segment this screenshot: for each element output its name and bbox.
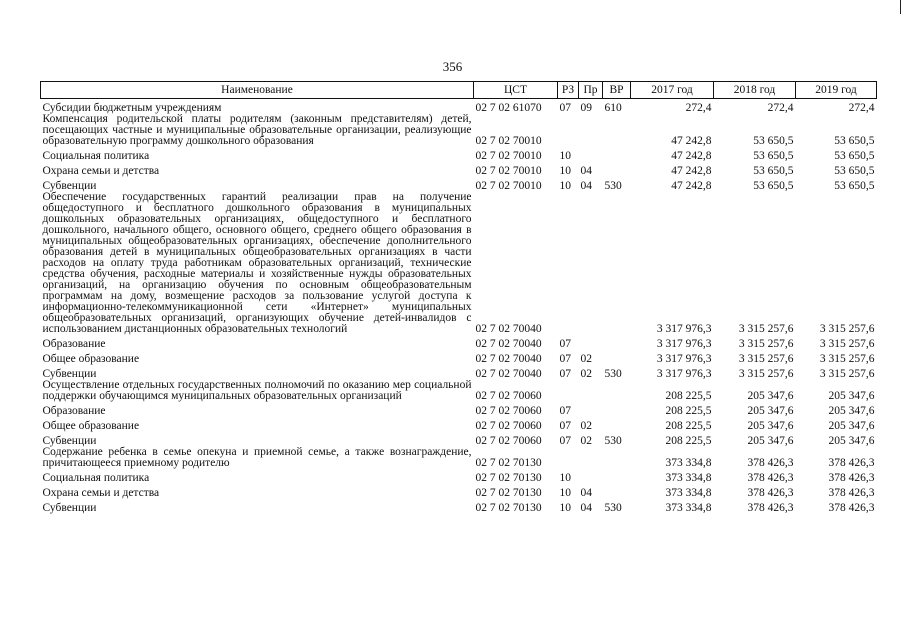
cell-name: Содержание ребенка в семье опекуна и приемной семье, а также вознаграждение, причитающееся приемному родителю: [42, 446, 472, 469]
budget-table: [40, 81, 877, 514]
table-row: [41, 350, 877, 365]
cell-2019: 272,4: [848, 102, 875, 114]
header-2018: 2018 год: [714, 82, 796, 99]
table-row: [41, 147, 877, 162]
cell-name: Субвенции: [42, 368, 97, 380]
cell-rz: 10: [559, 487, 571, 499]
cell-2017: 3 317 976,3: [656, 338, 712, 350]
table-row: [41, 114, 877, 147]
cell-rz: 07: [559, 435, 571, 447]
cell-2017: 47 242,8: [671, 180, 712, 192]
table-row: [41, 192, 877, 335]
cell-2017: 272,4: [685, 102, 712, 114]
header-pr: Пр: [579, 82, 603, 99]
cell-name: Осуществление отдельных государственных полномочий по оказанию мер социальной поддержки обучающимся муниципальных образовательных организаций: [42, 379, 472, 402]
cell-cst: 02 7 02 70040: [475, 353, 542, 365]
cell-name: Субвенции: [42, 502, 97, 514]
cell-2018: 53 650,5: [753, 135, 794, 147]
table-row: [41, 335, 877, 350]
page-number: 356: [442, 59, 463, 74]
cell-2018: 378 426,3: [747, 457, 794, 469]
cell-cst: 02 7 02 70130: [475, 502, 542, 514]
cell-cst: 02 7 02 70010: [475, 135, 542, 147]
cell-2018: 272,4: [767, 102, 794, 114]
cell-2018: 205 347,6: [747, 435, 794, 447]
page-edge-mark: [900, 0, 901, 14]
header-2017: 2017 год: [631, 82, 714, 99]
cell-rz: 07: [559, 420, 571, 432]
cell-2019: 3 315 257,6: [819, 323, 875, 335]
cell-2017: 3 317 976,3: [656, 353, 712, 365]
cell-name: Компенсация родительской платы родителям (законным представителям) детей, посещающих частные и муниципальные образовательные организации, реализующие образовательную программу дошкольного образования: [42, 113, 472, 147]
cell-2018: 3 315 257,6: [738, 368, 794, 380]
table-row: [41, 469, 877, 484]
cell-2017: 373 334,8: [665, 502, 712, 514]
cell-vr: [603, 469, 631, 484]
cell-2019: 378 426,3: [828, 502, 875, 514]
cell-pr: 09: [580, 102, 592, 114]
cell-2019: 53 650,5: [834, 150, 875, 162]
cell-2018: 53 650,5: [753, 150, 794, 162]
cell-rz: 10: [559, 472, 571, 484]
header-cst: ЦСТ: [474, 82, 558, 99]
cell-2017: 373 334,8: [665, 472, 712, 484]
cell-name: Образование: [42, 338, 106, 350]
cell-2017: 208 225,5: [665, 420, 712, 432]
cell-2018: 53 650,5: [753, 165, 794, 177]
cell-vr: 530: [604, 502, 622, 514]
table-row: [41, 484, 877, 499]
cell-cst: 02 7 02 70040: [475, 323, 542, 335]
cell-vr: [603, 335, 631, 350]
cell-rz: 07: [559, 102, 571, 114]
cell-vr: 610: [604, 102, 622, 114]
cell-2017: 47 242,8: [671, 150, 712, 162]
cell-2019: 205 347,6: [828, 390, 875, 402]
table-row: [41, 432, 877, 447]
cell-rz: 10: [559, 502, 571, 514]
cell-pr: [579, 469, 603, 484]
cell-name: Субвенции: [42, 180, 97, 192]
cell-2019: 378 426,3: [828, 487, 875, 499]
cell-2017: 208 225,5: [665, 390, 712, 402]
table-row: [41, 402, 877, 417]
cell-2019: 3 315 257,6: [819, 338, 875, 350]
cell-rz: 07: [559, 368, 571, 380]
cell-name: Общее образование: [42, 353, 140, 365]
table-row: [41, 499, 877, 514]
cell-2019: 3 315 257,6: [819, 368, 875, 380]
cell-vr: 530: [604, 180, 622, 192]
cell-rz: 07: [559, 405, 571, 417]
cell-cst: 02 7 02 61070: [475, 102, 542, 114]
header-name: Наименование: [41, 82, 474, 99]
cell-cst: 02 7 02 70040: [475, 368, 542, 380]
cell-2018: 53 650,5: [753, 180, 794, 192]
table-row: [41, 177, 877, 192]
cell-cst: 02 7 02 70060: [475, 420, 542, 432]
cell-2018: 378 426,3: [747, 472, 794, 484]
cell-cst: 02 7 02 70060: [475, 390, 542, 402]
header-row: [41, 82, 877, 99]
cell-pr: 04: [580, 487, 592, 499]
cell-2019: 378 426,3: [828, 457, 875, 469]
cell-cst: 02 7 02 70130: [475, 487, 542, 499]
cell-2019: 205 347,6: [828, 405, 875, 417]
cell-pr: [579, 192, 603, 335]
cell-pr: [579, 335, 603, 350]
table-row: [41, 365, 877, 380]
cell-vr: [603, 192, 631, 335]
cell-pr: 02: [580, 420, 592, 432]
header-2019: 2019 год: [796, 82, 877, 99]
cell-pr: 04: [580, 165, 592, 177]
cell-pr: 04: [580, 502, 592, 514]
cell-pr: 04: [580, 180, 592, 192]
cell-pr: [579, 380, 603, 402]
cell-2018: 378 426,3: [747, 487, 794, 499]
cell-name: Охрана семьи и детства: [42, 165, 160, 177]
cell-2019: 53 650,5: [834, 180, 875, 192]
cell-vr: [603, 147, 631, 162]
cell-2017: 47 242,8: [671, 135, 712, 147]
cell-rz: [558, 380, 579, 402]
cell-vr: [603, 402, 631, 417]
cell-name: Обеспечение государственных гарантий реализации прав на получение общедоступного и бесплатного дошкольного образования в муниципальных дошкольных образовательных организациях, общедоступного и бесплатного дошкольного, начального общего, основного общего, среднего общего образования в муниципальных общеобразовательных организациях, обеспечение дополнительного образования детей в муниципальных общеобразовательных организациях в части расходов на оплату труда работникам образовательных организаций, технические средства обучения, расходные материалы и хозяйственные нужды образовательных организаций, на организацию обучения по основным общеобразовательным программам на дому, возмещение расходов за пользование услугой доступа к информационно-телекоммуникационной сети «Интернет» муниципальных общеобразовательных организаций, организующих обучение детей-инвалидов с использованием дистанционных образовательных технологий: [42, 191, 472, 335]
cell-2017: 3 317 976,3: [656, 323, 712, 335]
cell-2018: 3 315 257,6: [738, 323, 794, 335]
cell-2017: 208 225,5: [665, 435, 712, 447]
table-row: [41, 447, 877, 469]
cell-2018: 3 315 257,6: [738, 353, 794, 365]
cell-rz: [558, 192, 579, 335]
cell-name: Субсидии бюджетным учреждениям: [42, 102, 222, 114]
cell-pr: [579, 447, 603, 469]
cell-rz: [558, 447, 579, 469]
cell-pr: [579, 402, 603, 417]
cell-pr: [579, 147, 603, 162]
cell-vr: [603, 484, 631, 499]
cell-2018: 205 347,6: [747, 420, 794, 432]
cell-2019: 53 650,5: [834, 135, 875, 147]
cell-2018: 378 426,3: [747, 502, 794, 514]
cell-vr: [603, 114, 631, 147]
cell-name: Охрана семьи и детства: [42, 487, 160, 499]
cell-2017: 373 334,8: [665, 487, 712, 499]
cell-vr: [603, 380, 631, 402]
cell-cst: 02 7 02 70010: [475, 150, 542, 162]
cell-rz: [558, 114, 579, 147]
cell-rz: 10: [559, 150, 571, 162]
cell-rz: 07: [559, 353, 571, 365]
cell-name: Общее образование: [42, 420, 140, 432]
cell-name: Социальная политика: [42, 472, 150, 484]
table-row: [41, 162, 877, 177]
cell-2019: 205 347,6: [828, 420, 875, 432]
cell-cst: 02 7 02 70060: [475, 435, 542, 447]
cell-2019: 378 426,3: [828, 472, 875, 484]
cell-2017: 3 317 976,3: [656, 368, 712, 380]
cell-vr: [603, 350, 631, 365]
cell-2019: 3 315 257,6: [819, 353, 875, 365]
cell-2019: 205 347,6: [828, 435, 875, 447]
cell-2019: 53 650,5: [834, 165, 875, 177]
cell-pr: [579, 114, 603, 147]
cell-rz: 07: [559, 338, 571, 350]
cell-cst: 02 7 02 70010: [475, 165, 542, 177]
cell-name: Субвенции: [42, 435, 97, 447]
cell-cst: 02 7 02 70130: [475, 457, 542, 469]
cell-cst: 02 7 02 70060: [475, 405, 542, 417]
table-row: [41, 417, 877, 432]
cell-2018: 205 347,6: [747, 405, 794, 417]
cell-2017: 47 242,8: [671, 165, 712, 177]
cell-cst: 02 7 02 70130: [475, 472, 542, 484]
cell-rz: 10: [559, 165, 571, 177]
cell-2018: 205 347,6: [747, 390, 794, 402]
header-rz: РЗ: [558, 82, 579, 99]
cell-2017: 208 225,5: [665, 405, 712, 417]
cell-cst: 02 7 02 70010: [475, 180, 542, 192]
cell-name: Образование: [42, 405, 106, 417]
table-row: [41, 99, 877, 115]
cell-vr: 530: [604, 368, 622, 380]
cell-cst: 02 7 02 70040: [475, 338, 542, 350]
cell-pr: 02: [580, 368, 592, 380]
cell-vr: [603, 447, 631, 469]
cell-vr: [603, 417, 631, 432]
cell-rz: 10: [559, 180, 571, 192]
cell-2017: 373 334,8: [665, 457, 712, 469]
table-row: [41, 380, 877, 402]
cell-pr: 02: [580, 435, 592, 447]
cell-pr: 02: [580, 353, 592, 365]
cell-vr: [603, 162, 631, 177]
header-vr: ВР: [603, 82, 631, 99]
cell-name: Социальная политика: [42, 150, 150, 162]
cell-vr: 530: [604, 435, 622, 447]
cell-2018: 3 315 257,6: [738, 338, 794, 350]
